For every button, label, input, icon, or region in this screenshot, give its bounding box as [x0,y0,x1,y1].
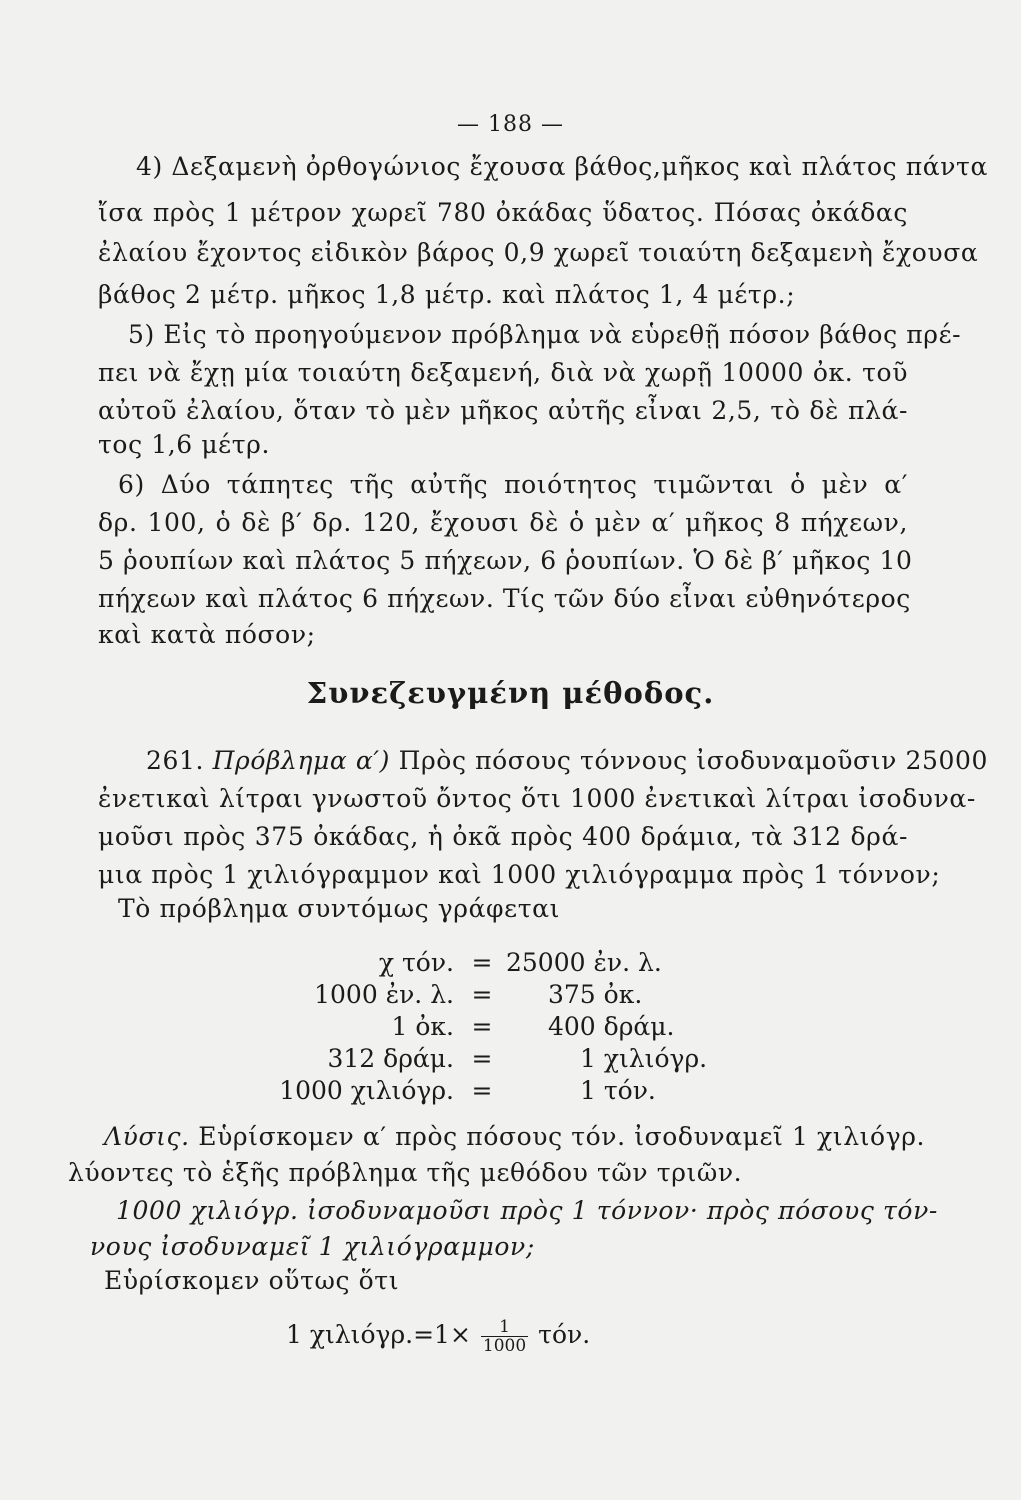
equation-3-right: 400 δράμ. [548,1012,675,1041]
equation-1-left: χ τόν. [378,948,454,977]
solution-line-3: Εὑρίσκομεν οὕτως ὅτι [104,1266,400,1295]
solution-italic-line-1: 1000 χιλιόγρ. ἰσοδυναμοῦσι πρὸς 1 τόννον· πρὸς πόσους τόν- [116,1196,938,1225]
solution-line-1 [104,1122,926,1152]
fraction-denominator: 1000 [482,1336,527,1356]
page-number: — 188 — [457,112,564,137]
problem-6-line-1: 6) Δύο τάπητες τῆς αὐτῆς ποιότητος τιμῶνται ὁ μὲν α′ [118,470,908,499]
section-261-line-5: Τὸ πρόβλημα συντόμως γράφεται [118,894,561,923]
equation-2-sign: = [471,980,493,1009]
solution-label: Λύσις. [104,1122,190,1151]
equation-4-right: 1 χιλιόγρ. [580,1044,708,1073]
fraction-numerator: 1 [481,1318,528,1337]
section-261-line-1 [146,746,988,776]
problem-5-line-2: πει νὰ ἔχῃ μία τοιαύτη δεξαμενή, διὰ νὰ χωρῇ 10000 ὀκ. τοῦ [98,358,908,387]
section-261-line-3: μοῦσι πρὸς 375 ὀκάδας, ἡ ὀκᾶ πρὸς 400 δράμια, τὰ 312 δρά- [98,822,908,851]
final-fraction [481,1318,528,1355]
equation-4-left: 312 δράμ. [327,1044,454,1073]
equation-2-left: 1000 ἐν. λ. [314,980,454,1009]
equation-1-right: 25000 ἐν. λ. [506,948,662,977]
equation-1-sign: = [471,948,493,977]
solution-line-1-rest: Εὑρίσκομεν α′ πρὸς πόσους τόν. ἰσοδυναμεῖ 1 χιλιόγρ. [198,1122,926,1151]
equation-4-sign: = [471,1044,493,1073]
section-261-line-2: ἐνετικαὶ λίτραι γνωστοῦ ὄντος ὅτι 1000 ἐνετικαὶ λίτραι ἰσοδυνα- [98,784,976,813]
final-coefficient: 1 [434,1320,450,1349]
equation-2-right: 375 ὀκ. [548,980,643,1009]
equation-5-left: 1000 χιλιόγρ. [279,1076,454,1105]
section-number: 261. [146,746,205,775]
problem-5-line-4: τος 1,6 μέτρ. [98,430,271,459]
equation-3-sign: = [471,1012,493,1041]
problem-6-line-3: 5 ῥουπίων καὶ πλάτος 5 πήχεων, 6 ῥουπίων. Ὁ δὲ β′ μῆκος 10 [98,546,913,575]
problem-4-line-1: 4) Δεξαμενὴ ὀρθογώνιος ἔχουσα βάθος,μῆκος καὶ πλάτος πάντα [136,152,988,181]
section-261-line-4: μια πρὸς 1 χιλιόγραμμον καὶ 1000 χιλιόγραμμα πρὸς 1 τόννον; [98,860,941,889]
problem-6-line-4: πήχεων καὶ πλάτος 6 πήχεων. Τίς τῶν δύο εἶναι εὐθηνότερος [98,584,911,613]
problem-4-line-3: ἐλαίου ἔχοντος εἰδικὸν βάρος 0,9 χωρεῖ τοιαύτη δεξαμενὴ ἔχουσα [98,238,979,267]
equation-5-sign: = [471,1076,493,1105]
problem-5-line-1: 5) Εἰς τὸ προηγούμενον πρόβλημα νὰ εὑρεθῇ πόσον βάθος πρέ- [128,320,962,349]
final-times: × [449,1320,471,1349]
section-line-1-rest: Πρὸς πόσους τόννους ἰσοδυναμοῦσιν 25000 [398,746,988,775]
equation-5-right: 1 τόν. [580,1076,656,1105]
problem-6-line-5: καὶ κατὰ πόσον; [98,620,316,649]
problem-5-line-3: αὐτοῦ ἐλαίου, ὅταν τὸ μὲν μῆκος αὐτῆς εἶναι 2,5, τὸ δὲ πλά- [98,396,908,425]
solution-line-2: λύοντες τὸ ἑξῆς πρόβλημα τῆς μεθόδου τῶν τριῶν. [68,1158,743,1187]
problem-6-line-2: δρ. 100, ὁ δὲ β′ δρ. 120, ἔχουσι δὲ ὁ μὲν α′ μῆκος 8 πήχεων, [98,508,908,537]
problem-4-line-4: βάθος 2 μέτρ. μῆκος 1,8 μέτρ. καὶ πλάτος 1, 4 μέτρ.; [98,280,796,309]
final-left: 1 χιλιόγρ. [286,1320,414,1349]
problem-4-line-2: ἴσα πρὸς 1 μέτρον χωρεῖ 780 ὀκάδας ὕδατος. Πόσας ὀκάδας [98,198,908,227]
final-unit: τόν. [538,1320,591,1349]
final-equals: = [413,1320,435,1349]
section-heading: Συνεζευγμένη μέθοδος. [306,676,715,710]
final-equation [286,1318,590,1355]
equation-3-left: 1 ὀκ. [391,1012,454,1041]
solution-italic-line-2: νους ἰσοδυναμεῖ 1 χιλιόγραμμον; [90,1232,535,1261]
problem-title: Πρόβλημα α′) [212,746,391,775]
